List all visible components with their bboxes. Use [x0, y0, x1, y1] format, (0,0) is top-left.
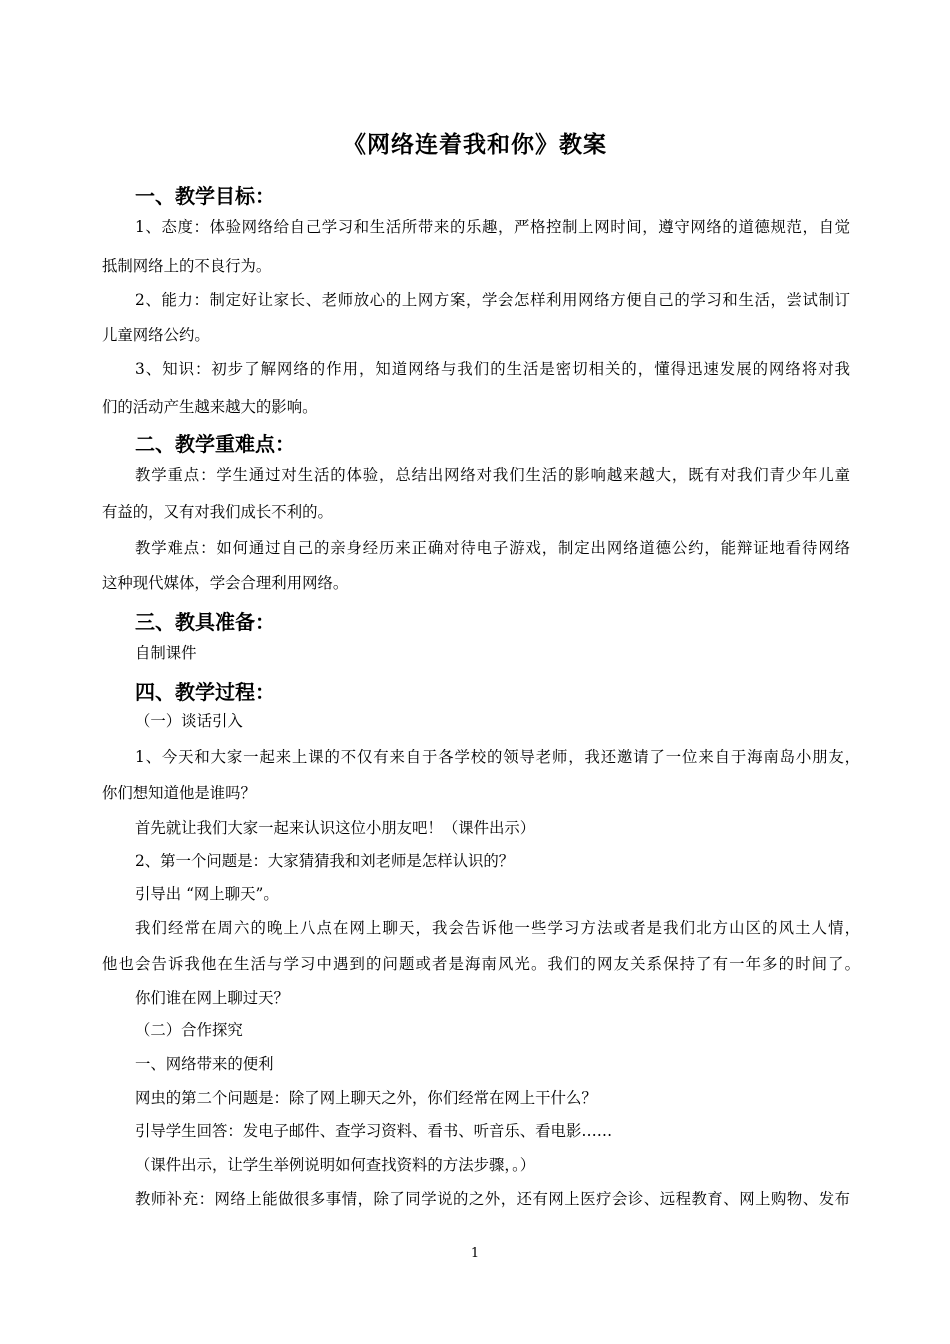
- paragraph-line: 他也会告诉我他在生活与学习中遇到的问题或者是海南风光。我们的网友关系保持了有一年多的时间了。: [102, 955, 860, 973]
- section-heading-process: 四、教学过程：: [135, 680, 275, 704]
- paragraph-line: 儿童网络公约。: [102, 326, 210, 344]
- paragraph-line: （一）谈话引入: [135, 712, 243, 730]
- paragraph-line: 这种现代媒体，学会合理利用网络。: [102, 574, 349, 592]
- paragraph-line: 抵制网络上的不良行为。: [102, 257, 272, 275]
- paragraph-line: （课件出示，让学生举例说明如何查找资料的方法步骤，。）: [135, 1156, 536, 1174]
- paragraph-line: 一、网络带来的便利: [135, 1055, 274, 1073]
- paragraph-line: 1、今天和大家一起来上课的不仅有来自于各学校的领导老师，我还邀请了一位来自于海南岛小朋友，: [135, 748, 860, 766]
- paragraph-line: 们的活动产生越来越大的影响。: [102, 398, 318, 416]
- paragraph-line: 教师补充：网络上能做很多事情，除了同学说的之外，还有网上医疗会诊、远程教育、网上购物、发布: [135, 1190, 850, 1208]
- paragraph-line: 引导学生回答：发电子邮件、查学习资料、看书、听音乐、看电影……: [135, 1122, 613, 1140]
- paragraph-line: 教学难点：如何通过自己的亲身经历来正确对待电子游戏，制定出网络道德公约，能辩证地看待网络: [135, 539, 850, 557]
- paragraph-line: 引导出 “网上聊天”。: [135, 885, 279, 903]
- paragraph-line: 教学重点：学生通过对生活的体验，总结出网络对我们生活的影响越来越大，既有对我们青少年儿童: [135, 466, 850, 484]
- paragraph-line: 2、第一个问题是：大家猜猜我和刘老师是怎样认识的？: [135, 852, 515, 870]
- paragraph-line: 3、知识：初步了解网络的作用，知道网络与我们的生活是密切相关的，懂得迅速发展的网络将对我: [135, 360, 850, 378]
- section-heading-materials: 三、教具准备：: [135, 610, 275, 634]
- paragraph-line: 网虫的第二个问题是：除了网上聊天之外，你们经常在网上干什么？: [135, 1089, 597, 1107]
- paragraph-line: 有益的，又有对我们成长不利的。: [102, 503, 333, 521]
- paragraph-line: 自制课件: [135, 644, 197, 662]
- document-title: 《网络连着我和你》教案: [343, 131, 607, 158]
- paragraph-line: 你们谁在网上聊过天？: [135, 989, 289, 1007]
- page-number: 1: [470, 1246, 480, 1261]
- paragraph-line: 首先就让我们大家一起来认识这位小朋友吧！（课件出示）: [135, 819, 536, 837]
- section-heading-key-points: 二、教学重难点：: [135, 432, 295, 456]
- paragraph-line: 你们想知道他是谁吗？: [102, 784, 256, 802]
- paragraph-line: 1、态度：体验网络给自己学习和生活所带来的乐趣，严格控制上网时间，遵守网络的道德规范，自觉: [135, 218, 850, 236]
- paragraph-line: 2、能力：制定好让家长、老师放心的上网方案，学会怎样利用网络方便自己的学习和生活，尝试制订: [135, 291, 850, 309]
- paragraph-line: （二）合作探究: [135, 1021, 243, 1039]
- paragraph-line: 我们经常在周六的晚上八点在网上聊天，我会告诉他一些学习方法或者是我们北方山区的风土人情，: [135, 919, 860, 937]
- section-heading-objectives: 一、教学目标：: [135, 184, 275, 208]
